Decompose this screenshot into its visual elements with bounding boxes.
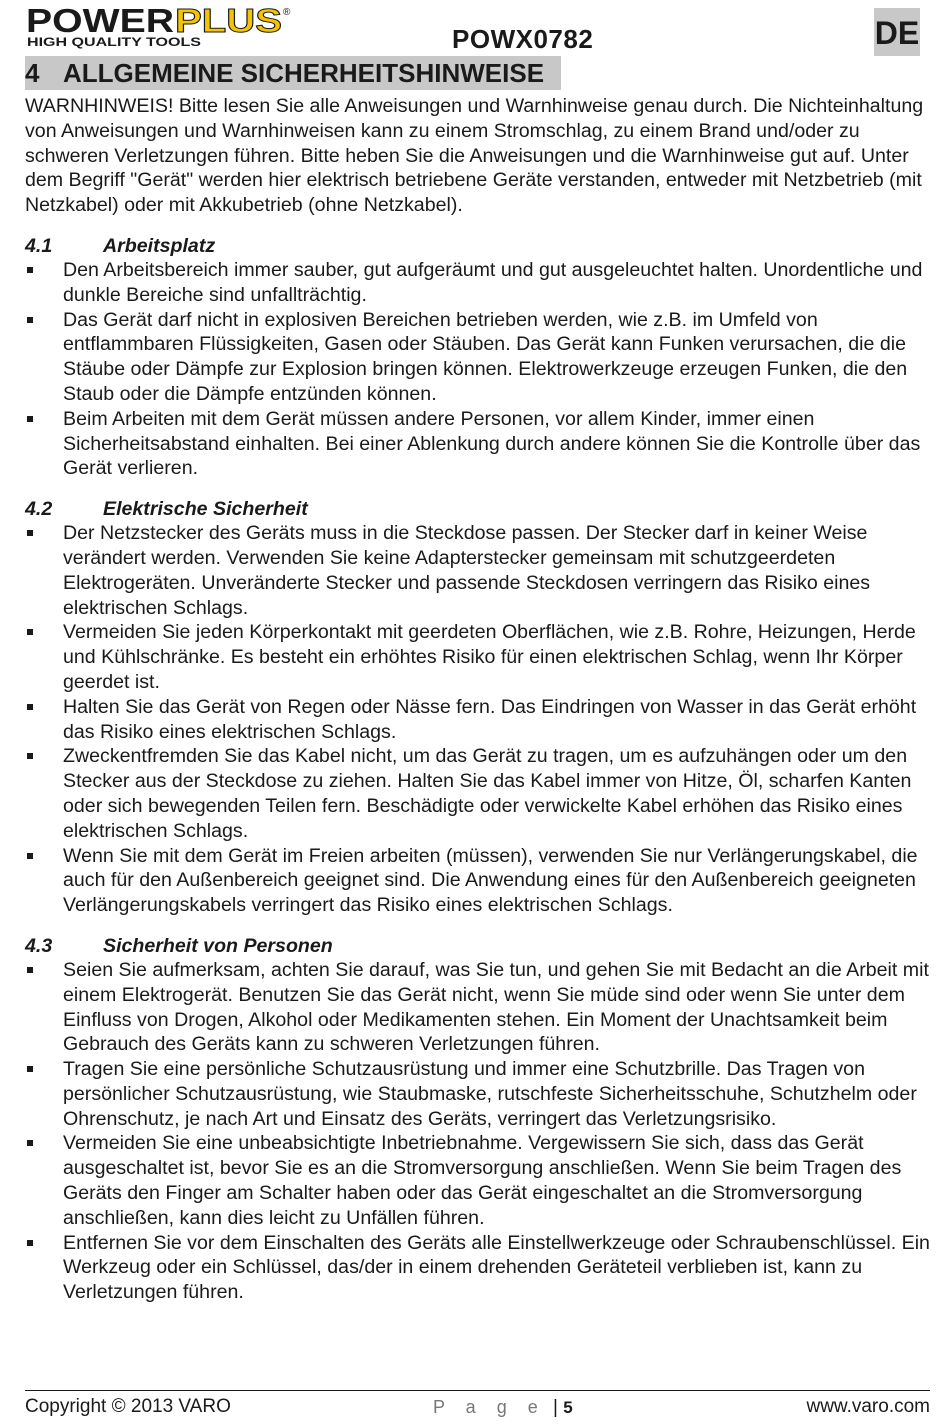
list-item: [25, 407, 930, 481]
square-bullet-icon: [27, 704, 33, 710]
square-bullet-icon: [27, 317, 33, 323]
subsection-title: Sicherheit von Personen: [103, 934, 333, 957]
website-link[interactable]: www.varo.com: [806, 1396, 930, 1417]
list-item-text: Den Arbeitsbereich immer sauber, gut aufgeräumt und gut ausgeleuchtet halten. Unordentliche und dunkle Bereiche sind unfallträchtig.: [63, 258, 923, 306]
list-item-text: Wenn Sie mit dem Gerät im Freien arbeiten (müssen), verwenden Sie nur Verlängerungskabel, die auch für den Außenbereich geeignet sind. Die Anwendung eines für den Außenbereich geeigneten Verlängerungskabels verringert das Risiko eines elektrischen Schlags.: [63, 844, 918, 917]
logo-tagline: HIGH QUALITY TOOLS: [27, 37, 202, 49]
square-bullet-icon: [27, 753, 33, 759]
model-number: POWX0782: [452, 24, 594, 54]
list-item: [25, 1231, 930, 1305]
square-bullet-icon: [27, 1066, 33, 1072]
subsection-title: Elektrische Sicherheit: [103, 498, 308, 521]
page-footer: [25, 1394, 930, 1420]
subsection-elektrische-sicherheit: [25, 497, 930, 918]
list-item-text: Vermeiden Sie jeden Körperkontakt mit geerdeten Oberflächen, wie z.B. Rohre, Heizungen, Herde und Kühlschränke. Es besteht ein erhöhtes Risiko für einen elektrischen Schlag, wenn Ihr Körper geerdet ist.: [63, 621, 916, 693]
section-title: ALLGEMEINE SICHERHEITSHINWEISE: [63, 58, 545, 88]
page-header: [0, 0, 950, 60]
list-item: [25, 695, 930, 745]
list-item-text: Das Gerät darf nicht in explosiven Bereichen betrieben werden, wie z.B. im Umfeld von entflammbaren Flüssigkeiten, Gasen oder Stäuben. Das Gerät kann Funken verursachen, die die Stäube oder Dämpfe zur Explosion bringen können. Elektrowerkzeuge erzeugen Funken, die den Staub oder die Dämpfe entzünden können.: [63, 308, 908, 405]
language-badge: DE: [874, 8, 920, 56]
subsection-sicherheit-von-personen: [25, 934, 930, 1305]
section-number: 4: [25, 58, 40, 88]
square-bullet-icon: [27, 267, 33, 273]
copyright-text: Copyright © 2013 VARO: [25, 1396, 231, 1417]
page-label: P a g e: [433, 1397, 546, 1417]
list-item: [25, 308, 930, 407]
subsection-number: 4.3: [25, 934, 53, 957]
square-bullet-icon: [27, 853, 33, 859]
subsection-number: 4.1: [25, 234, 53, 257]
registered-mark: ®: [283, 7, 291, 18]
subsection-heading: [25, 934, 930, 958]
list-item: [25, 744, 930, 843]
footer-divider: [25, 1390, 930, 1391]
square-bullet-icon: [27, 1140, 33, 1146]
page-number: 5: [563, 1398, 573, 1417]
list-item-text: Entfernen Sie vor dem Einschalten des Geräts alle Einstellwerkzeuge oder Schraubenschlüssel. Ein Werkzeug oder ein Schlüssel, das/der in einem drehenden Geräteteil verblieben ist, kann zu Verletzungen führen.: [63, 1231, 930, 1304]
logo-power-text: POWER: [26, 3, 175, 39]
square-bullet-icon: [27, 416, 33, 422]
subsection-number: 4.2: [25, 498, 53, 521]
subsection-title: Arbeitsplatz: [103, 234, 216, 257]
page-indicator: [433, 1394, 573, 1421]
subsection-heading: [25, 234, 930, 258]
square-bullet-icon: [27, 1240, 33, 1246]
logo-plus-text: PLUS: [175, 3, 282, 39]
section-heading: [25, 56, 561, 90]
list-item-text: Zweckentfremden Sie das Kabel nicht, um das Gerät zu tragen, um es aufzuhängen oder um den Stecker aus der Steckdose zu ziehen. Halten Sie das Kabel immer von Hitze, Öl, scharfen Kanten oder sich bewegenden Teilen fern. Beschädigte oder verwickelte Kabel erhöhen das Risiko eines elektrischen Schlags.: [63, 745, 912, 842]
list-item: [25, 844, 930, 918]
page-separator: |: [553, 1397, 558, 1418]
list-item-text: Seien Sie aufmerksam, achten Sie darauf, was Sie tun, und gehen Sie mit Bedacht an die Arbeit mit einem Elektrogerät. Benutzen Sie das Gerät nicht, wenn Sie müde sind oder wenn Sie unter dem Einfluss von Drogen, Alkohol oder Medikamenten stehen. Ein Moment der Unachtsamkeit beim Gebrauch des Geräts kann zu schweren Verletzungen führen.: [63, 958, 929, 1056]
square-bullet-icon: [27, 530, 33, 536]
list-item-text: Der Netzstecker des Geräts muss in die Steckdose passen. Der Stecker darf in keiner Weise verändert werden. Verwenden Sie keine Adapterstecker gemeinsam mit schutzgeerdeten Elektrogeräten. Unveränderte Stecker und passende Steckdosen verringern das Risiko eines elektrischen Schlags.: [63, 522, 871, 619]
list-item: [25, 620, 930, 694]
list-item-text: Beim Arbeiten mit dem Gerät müssen andere Personen, vor allem Kinder, immer einen Sicherheitsabstand einhalten. Bei einer Ablenkung durch andere können Sie die Kontrolle über das Gerät verlieren.: [63, 407, 921, 480]
list-item: [25, 521, 930, 620]
square-bullet-icon: [27, 629, 33, 635]
bullet-list: [25, 521, 930, 918]
square-bullet-icon: [27, 967, 33, 973]
list-item-text: Tragen Sie eine persönliche Schutzausrüstung und immer eine Schutzbrille. Das Tragen von persönlicher Schutzausrüstung, wie Staubmaske, rutschfeste Sicherheitsschuhe, Schutzhelm oder Ohrenschutz, je nach Art und Einsatz des Geräts, verringert das Verletzungsrisiko.: [63, 1058, 917, 1130]
list-item: [25, 1057, 930, 1131]
page-body: [25, 94, 930, 1305]
list-item: [25, 958, 930, 1057]
bullet-list: [25, 258, 930, 481]
bullet-list: [25, 958, 930, 1305]
list-item-text: Halten Sie das Gerät von Regen oder Nässe fern. Das Eindringen von Wasser in das Gerät erhöht das Risiko eines elektrischen Schlags.: [63, 695, 917, 743]
powerplus-logo: [25, 3, 295, 49]
subsection-heading: [25, 497, 930, 521]
warning-paragraph: WARNHINWEIS! Bitte lesen Sie alle Anweisungen und Warnhinweise genau durch. Die Nichteinhaltung von Anweisungen und Warnhinweisen kann zu einem Stromschlag, zu einem Brand und/oder zu schweren Verletzungen führen. Bitte heben Sie die Anweisungen und die Warnhinweise gut auf. Unter dem Begriff "Gerät" werden hier elektrisch betriebene Geräte verstanden, entweder mit Netzbetrieb (mit Netzkabel) oder mit Akkubetrieb (ohne Netzkabel).: [25, 95, 924, 217]
list-item: [25, 258, 930, 308]
list-item-text: Vermeiden Sie eine unbeabsichtigte Inbetriebnahme. Vergewissern Sie sich, dass das Gerät ausgeschaltet ist, bevor Sie es an die Stromversorgung anschließen. Wenn Sie beim Tragen des Geräts den Finger am Schalter haben oder das Gerät eingeschaltet an die Stromversorgung anschließen, kann dies leicht zu Unfällen führen.: [63, 1132, 902, 1229]
subsection-arbeitsplatz: [25, 234, 930, 481]
list-item: [25, 1131, 930, 1230]
